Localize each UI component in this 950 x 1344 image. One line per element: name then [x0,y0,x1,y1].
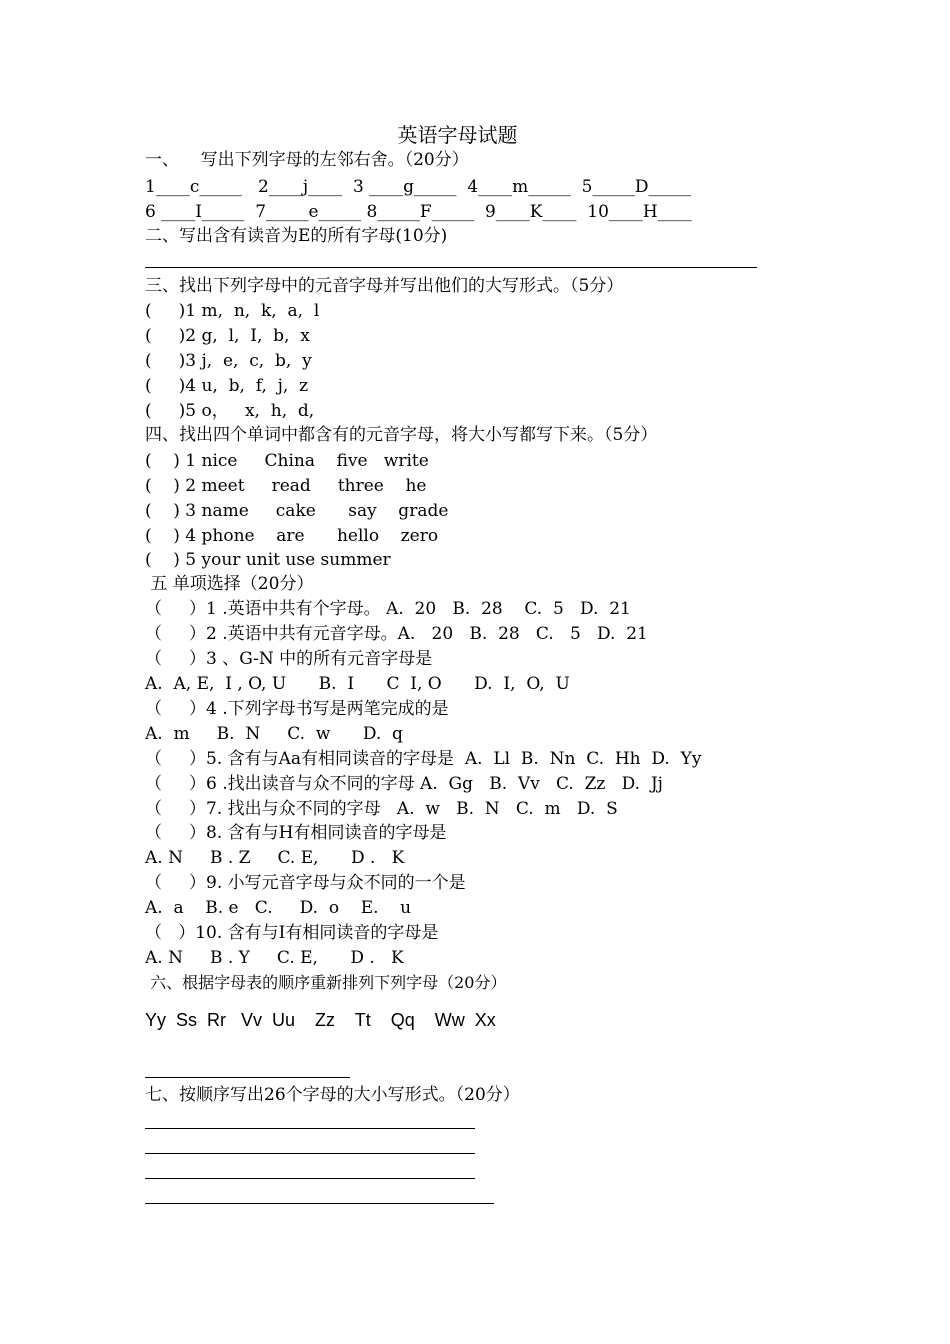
section-5-line: （ ）4 .下列字母书写是两笔完成的是 [145,699,449,719]
section-1-row-2: 6 ____I_____ 7_____e_____ 8_____F_____ 9____K____ 10____H____ [145,202,692,222]
section-5-line: （ ）10. 含有与I有相同读音的字母是 [145,923,439,943]
answer-line [145,1178,475,1179]
section-4-item: ( ) 4 phone are hello zero [145,526,439,546]
section-5-line: A. A, E, I , O, U B. I C I, O D. I, O, U [145,674,570,694]
section-3-heading: 三、找出下列字母中的元音字母并写出他们的大写形式。（5分） [145,276,624,296]
section-3-item: ( )3 j, e, c, b, y [145,351,312,371]
section-5-line: A. a B. e C. D. o E. u [145,898,412,918]
section-2-heading: 二、写出含有读音为E的所有字母(10分) [145,226,448,246]
section-4-item: ( ) 5 your unit use summer [145,550,391,570]
section-1-row-1: 1____c_____ 2____j____ 3 ____g_____ 4____m_____ 5_____D_____ [145,177,692,197]
answer-line [145,267,757,268]
answer-line [145,1077,350,1078]
section-3-item: ( )5 o， x, h, d, [145,401,315,421]
page-title: 英语字母试题 [397,123,518,147]
section-5-line: （ ）1 .英语中共有个字母。 A. 20 B. 28 C. 5 D. 21 [145,599,631,619]
section-5-line: （ ）7. 找出与众不同的字母 A. w B. N C. m D. S [145,799,618,819]
letters-to-sort: Yy Ss Rr Vv Uu Zz Tt Qq Ww Xx [145,1010,496,1030]
section-5-line: A. N B . Y C. E, D . K [145,948,404,968]
section-5-line: （ ）9. 小写元音字母与众不同的一个是 [145,873,466,893]
section-6-heading: 六、根据字母表的顺序重新排列下列字母（20分） [145,973,507,992]
answer-line [145,1153,475,1154]
answer-line [145,1203,494,1204]
section-4-item: ( ) 1 nice China five write [145,451,429,471]
section-5-line: （ ）8. 含有与H有相同读音的字母是 [145,823,447,843]
answer-line [145,1128,475,1129]
section-1-heading: 一、 写出下列字母的左邻右舍。（20分） [145,150,469,170]
section-5-line: （ ）5. 含有与Aa有相同读音的字母是 A. Ll B. Nn C. Hh D. Yy [145,749,702,769]
section-3-item: ( )2 g, l, I, b, x [145,326,310,346]
section-3-item: ( )1 m, n, k, a, l [145,301,320,321]
section-5-line: A. N B . Z C. E, D . K [145,848,405,868]
section-5-line: （ ）2 .英语中共有元音字母。A. 20 B. 28 C. 5 D. 21 [145,624,648,644]
section-4-heading: 四、找出四个单词中都含有的元音字母，将大小写都写下来。（5分） [145,425,658,445]
section-5-heading: 五 单项选择（20分） [145,574,314,594]
section-5-line: A. m B. N C. w D. q [145,724,403,744]
section-7-heading: 七、按顺序写出26个字母的大小写形式。（20分） [145,1085,520,1105]
section-4-item: ( ) 2 meet read three he [145,476,427,496]
section-4-item: ( ) 3 name cake say grade [145,501,449,521]
section-3-item: ( )4 u, b, f, j, z [145,376,309,396]
section-5-line: （ ）6 .找出读音与众不同的字母 A. Gg B. Vv C. Zz D. Jj [145,774,663,794]
section-5-line: （ ）3 、G-N 中的所有元音字母是 [145,649,433,669]
